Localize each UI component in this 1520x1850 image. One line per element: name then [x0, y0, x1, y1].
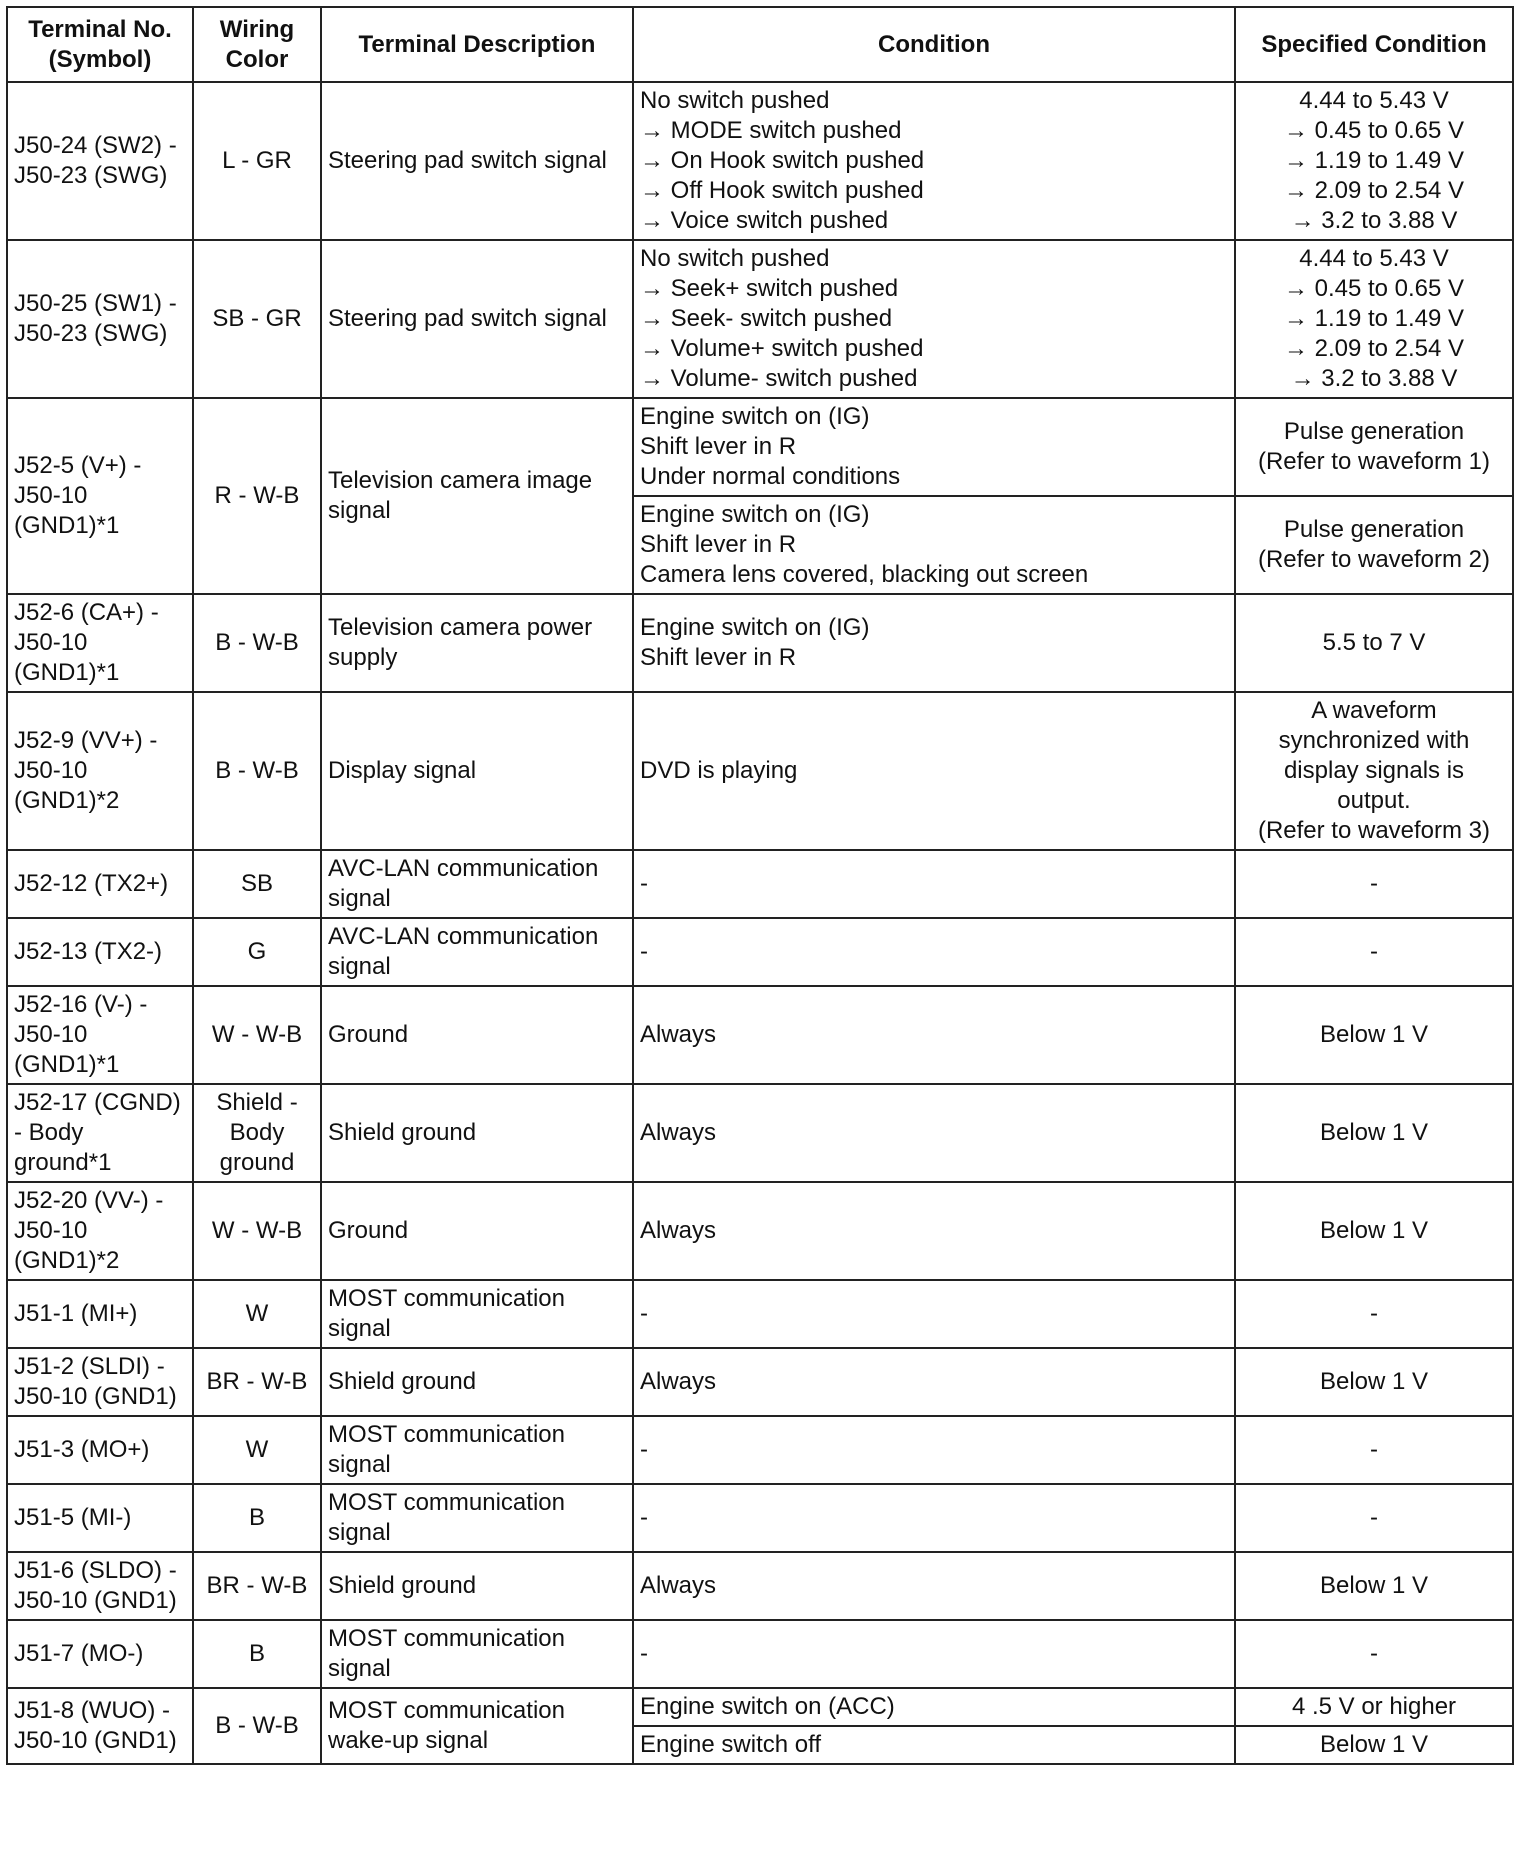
table-row: [7, 1552, 1513, 1620]
wiring-color-cell: [193, 1552, 321, 1620]
cell-line: -: [1370, 1504, 1378, 1531]
description-cell: [321, 850, 633, 918]
terminal-cell: [7, 918, 193, 986]
cell-line: -: [640, 938, 648, 965]
cell-line: output.: [1337, 787, 1411, 814]
cell-line: → Volume+ switch pushed: [640, 335, 924, 362]
cell-line: (GND1)*1: [14, 1051, 120, 1078]
wiring-color-cell: [193, 850, 321, 918]
cell-line: Shield ground: [328, 1572, 477, 1599]
cell-line: → Volume- switch pushed: [640, 365, 918, 392]
terminal-cell: [7, 594, 193, 692]
cell-line: J52-13 (TX2-): [14, 938, 163, 965]
cell-line: DVD is playing: [640, 757, 798, 784]
cell-line: Below 1 V: [1319, 1021, 1429, 1048]
table-row: [7, 594, 1513, 692]
cell-line: J50-10: [14, 629, 88, 656]
cell-line: Below 1 V: [1319, 1368, 1429, 1395]
table-row: [7, 1182, 1513, 1280]
cell-line: J51-1 (MI+): [14, 1300, 138, 1327]
cell-line: MOST communication: [328, 1625, 565, 1652]
cell-line: Shield -: [216, 1089, 298, 1116]
table-row: [7, 692, 1513, 850]
specified-condition-cell: [1235, 594, 1513, 692]
cell-line: signal: [328, 1315, 391, 1342]
wiring-color-cell: [193, 1348, 321, 1416]
terminal-cell: [7, 1688, 193, 1764]
wiring-color-cell: [193, 918, 321, 986]
cell-line: Engine switch on (IG): [640, 614, 870, 641]
specified-condition-cell: [1235, 692, 1513, 850]
cell-line: J51-5 (MI-): [14, 1504, 132, 1531]
description-cell: [321, 1348, 633, 1416]
condition-cell: [633, 1348, 1235, 1416]
description-cell: [321, 240, 633, 398]
cell-line: Engine switch on (IG): [640, 403, 870, 430]
condition-cell: [633, 1688, 1235, 1726]
cell-line: (Refer to waveform 3): [1257, 817, 1491, 844]
condition-cell: [633, 82, 1235, 240]
cell-line: BR - W-B: [206, 1572, 308, 1599]
cell-line: J50-23 (SWG): [14, 320, 168, 347]
wiring-color-cell: [193, 1084, 321, 1182]
terminal-cell: [7, 1552, 193, 1620]
description-cell: [321, 1182, 633, 1280]
cell-line: -: [1370, 938, 1378, 965]
wiring-color-cell: [193, 1416, 321, 1484]
table-row: [7, 850, 1513, 918]
cell-line: J51-7 (MO-): [14, 1640, 144, 1667]
terminal-cell: [7, 986, 193, 1084]
terminal-cell: [7, 1484, 193, 1552]
cell-line: J50-10: [14, 1021, 88, 1048]
terminal-cell: [7, 398, 193, 594]
terminal-cell: [7, 1620, 193, 1688]
table-row: [7, 986, 1513, 1084]
cell-line: Always: [640, 1368, 717, 1395]
wiring-color-cell: [193, 692, 321, 850]
cell-line: → 2.09 to 2.54 V: [1283, 177, 1465, 204]
cell-line: Camera lens covered, blacking out screen: [640, 561, 1089, 588]
cell-line: B - W-B: [215, 629, 299, 656]
specified-condition-cell: [1235, 1416, 1513, 1484]
condition-cell: [633, 1484, 1235, 1552]
condition-cell: [633, 398, 1235, 496]
cell-line: → 1.19 to 1.49 V: [1283, 147, 1465, 174]
table-row: [7, 1688, 1513, 1726]
table-body: [7, 82, 1513, 1764]
description-cell: [321, 986, 633, 1084]
cell-line: Engine switch on (ACC): [640, 1693, 895, 1720]
cell-line: W: [245, 1300, 269, 1327]
table-row: [7, 1416, 1513, 1484]
cell-line: J52-20 (VV-) -: [14, 1187, 164, 1214]
cell-line: R - W-B: [214, 482, 300, 509]
cell-line: Below 1 V: [1319, 1731, 1429, 1758]
cell-line: J51-3 (MO+): [14, 1436, 150, 1463]
cell-line: Body: [229, 1119, 285, 1146]
condition-cell: [633, 692, 1235, 850]
cell-line: MOST communication: [328, 1697, 565, 1724]
cell-line: Always: [640, 1021, 717, 1048]
cell-line: B - W-B: [215, 1712, 299, 1739]
description-cell: [321, 918, 633, 986]
cell-line: J50-10: [14, 1217, 88, 1244]
description-cell: [321, 1416, 633, 1484]
cell-line: No switch pushed: [640, 87, 830, 114]
table-row: [7, 1620, 1513, 1688]
cell-line: J51-6 (SLDO) -: [14, 1557, 177, 1584]
condition-cell: [633, 594, 1235, 692]
cell-line: signal: [328, 1519, 391, 1546]
condition-cell: [633, 850, 1235, 918]
cell-line: Ground: [328, 1217, 409, 1244]
specified-condition-cell: [1235, 240, 1513, 398]
cell-line: Shift lever in R: [640, 433, 797, 460]
condition-cell: [633, 1552, 1235, 1620]
cell-line: Television camera power: [328, 614, 593, 641]
specified-condition-cell: [1235, 1182, 1513, 1280]
cell-line: J50-10 (GND1): [14, 1587, 177, 1614]
specified-condition-cell: [1235, 1688, 1513, 1726]
condition-cell: [633, 1620, 1235, 1688]
cell-line: → Seek+ switch pushed: [640, 275, 899, 302]
cell-line: J50-10: [14, 482, 88, 509]
cell-line: → Seek- switch pushed: [640, 305, 893, 332]
wiring-color-cell: [193, 1280, 321, 1348]
cell-line: 4.44 to 5.43 V: [1299, 245, 1449, 272]
description-cell: [321, 594, 633, 692]
cell-line: - Body: [14, 1119, 84, 1146]
terminal-cell: [7, 850, 193, 918]
description-cell: [321, 1688, 633, 1764]
cell-line: 5.5 to 7 V: [1322, 629, 1426, 656]
cell-line: supply: [328, 644, 398, 671]
cell-line: 4 .5 V or higher: [1291, 1693, 1457, 1720]
cell-line: SB: [240, 870, 273, 897]
terminal-cell: [7, 1416, 193, 1484]
table-row: [7, 1348, 1513, 1416]
wiring-color-cell: [193, 240, 321, 398]
specified-condition-cell: [1235, 1348, 1513, 1416]
cell-line: J52-5 (V+) -: [14, 452, 142, 479]
cell-line: W - W-B: [211, 1021, 303, 1048]
description-cell: [321, 398, 633, 594]
cell-line: -: [640, 1300, 648, 1327]
condition-cell: [633, 1182, 1235, 1280]
terminal-cell: [7, 1280, 193, 1348]
cell-line: SB - GR: [212, 305, 302, 332]
cell-line: MOST communication: [328, 1421, 565, 1448]
wiring-color-cell: [193, 1620, 321, 1688]
cell-line: Pulse generation: [1283, 516, 1465, 543]
cell-line: L - GR: [222, 147, 292, 174]
cell-line: → 1.19 to 1.49 V: [1283, 305, 1465, 332]
header-condition: Condition: [633, 7, 1235, 82]
cell-line: → On Hook switch pushed: [640, 147, 925, 174]
cell-line: J52-6 (CA+) -: [14, 599, 159, 626]
cell-line: AVC-LAN communication: [328, 855, 599, 882]
terminal-cell: [7, 1084, 193, 1182]
cell-line: J52-12 (TX2+): [14, 870, 169, 897]
specified-condition-cell: [1235, 918, 1513, 986]
cell-line: 4.44 to 5.43 V: [1299, 87, 1449, 114]
header-terminal-description: Terminal Description: [321, 7, 633, 82]
cell-line: → Voice switch pushed: [640, 207, 889, 234]
cell-line: ground*1: [14, 1149, 112, 1176]
cell-line: -: [640, 870, 648, 897]
cell-line: J51-2 (SLDI) -: [14, 1353, 165, 1380]
condition-cell: [633, 496, 1235, 594]
cell-line: Engine switch off: [640, 1731, 821, 1758]
wiring-color-cell: [193, 1182, 321, 1280]
description-cell: [321, 1552, 633, 1620]
cell-line: → 3.2 to 3.88 V: [1290, 207, 1458, 234]
condition-cell: [633, 1280, 1235, 1348]
cell-line: Under normal conditions: [640, 463, 901, 490]
cell-line: Shift lever in R: [640, 531, 797, 558]
specified-condition-cell: [1235, 496, 1513, 594]
cell-line: J50-24 (SW2) -: [14, 132, 177, 159]
specified-condition-cell: [1235, 1726, 1513, 1764]
header-specified-condition: Specified Condition: [1235, 7, 1513, 82]
cell-line: AVC-LAN communication: [328, 923, 599, 950]
condition-cell: [633, 918, 1235, 986]
specified-condition-cell: [1235, 1620, 1513, 1688]
cell-line: B - W-B: [215, 757, 299, 784]
cell-line: J51-8 (WUO) -: [14, 1697, 170, 1724]
cell-line: -: [1370, 1300, 1378, 1327]
specified-condition-cell: [1235, 1280, 1513, 1348]
cell-line: Below 1 V: [1319, 1119, 1429, 1146]
table-row: [7, 918, 1513, 986]
table-row: [7, 82, 1513, 240]
cell-line: Pulse generation: [1283, 418, 1465, 445]
description-cell: [321, 1280, 633, 1348]
header-row: [7, 7, 1513, 82]
specified-condition-cell: [1235, 82, 1513, 240]
cell-line: -: [1370, 870, 1378, 897]
table-row: [7, 240, 1513, 398]
cell-line: W: [245, 1436, 269, 1463]
cell-line: (Refer to waveform 1): [1257, 448, 1491, 475]
description-cell: [321, 1620, 633, 1688]
cell-line: signal: [328, 1451, 391, 1478]
cell-line: → MODE switch pushed: [640, 117, 902, 144]
condition-cell: [633, 1416, 1235, 1484]
header-wiring-color: Wiring Color: [193, 7, 321, 82]
cell-line: -: [1370, 1640, 1378, 1667]
cell-line: Shield ground: [328, 1119, 477, 1146]
cell-line: → 2.09 to 2.54 V: [1283, 335, 1465, 362]
cell-line: BR - W-B: [206, 1368, 308, 1395]
cell-line: J52-17 (CGND): [14, 1089, 181, 1116]
cell-line: Below 1 V: [1319, 1572, 1429, 1599]
cell-line: B: [248, 1504, 265, 1531]
wiring-color-cell: [193, 1688, 321, 1764]
cell-line: Shift lever in R: [640, 644, 797, 671]
cell-line: display signals is: [1283, 757, 1465, 784]
cell-line: signal: [328, 1655, 391, 1682]
cell-line: MOST communication: [328, 1285, 565, 1312]
cell-line: (GND1)*1: [14, 659, 120, 686]
cell-line: -: [640, 1504, 648, 1531]
cell-line: → 0.45 to 0.65 V: [1283, 275, 1465, 302]
table-row: [7, 398, 1513, 496]
terminal-cell: [7, 1182, 193, 1280]
cell-line: (Refer to waveform 2): [1257, 546, 1491, 573]
cell-line: Shield ground: [328, 1368, 477, 1395]
cell-line: signal: [328, 953, 391, 980]
condition-cell: [633, 986, 1235, 1084]
terminal-cell: [7, 692, 193, 850]
cell-line: J50-10 (GND1): [14, 1383, 177, 1410]
terminal-cell: [7, 82, 193, 240]
terminal-cell: [7, 1348, 193, 1416]
cell-line: signal: [328, 497, 391, 524]
cell-line: MOST communication: [328, 1489, 565, 1516]
cell-line: J50-25 (SW1) -: [14, 290, 177, 317]
terminal-spec-sheet: [6, 6, 1512, 1765]
cell-line: Engine switch on (IG): [640, 501, 870, 528]
description-cell: [321, 692, 633, 850]
table-row: [7, 1484, 1513, 1552]
cell-line: -: [640, 1640, 648, 1667]
cell-line: J52-16 (V-) -: [14, 991, 148, 1018]
specified-condition-cell: [1235, 986, 1513, 1084]
specified-condition-cell: [1235, 1084, 1513, 1182]
cell-line: ground: [219, 1149, 295, 1176]
cell-line: wake-up signal: [328, 1727, 489, 1754]
description-cell: [321, 1484, 633, 1552]
description-cell: [321, 82, 633, 240]
cell-line: signal: [328, 885, 391, 912]
condition-cell: [633, 240, 1235, 398]
cell-line: (GND1)*2: [14, 1247, 120, 1274]
cell-line: Ground: [328, 1021, 409, 1048]
cell-line: Television camera image: [328, 467, 593, 494]
cell-line: W - W-B: [211, 1217, 303, 1244]
cell-line: Always: [640, 1119, 717, 1146]
cell-line: J50-23 (SWG): [14, 162, 168, 189]
table-row: [7, 1280, 1513, 1348]
cell-line: synchronized with: [1278, 727, 1470, 754]
cell-line: No switch pushed: [640, 245, 830, 272]
cell-line: A waveform: [1311, 697, 1437, 724]
condition-cell: [633, 1726, 1235, 1764]
cell-line: → 3.2 to 3.88 V: [1290, 365, 1458, 392]
wiring-color-cell: [193, 1484, 321, 1552]
terminal-cell: [7, 240, 193, 398]
condition-cell: [633, 1084, 1235, 1182]
specified-condition-cell: [1235, 1552, 1513, 1620]
cell-line: (GND1)*2: [14, 787, 120, 814]
specified-condition-cell: [1235, 850, 1513, 918]
description-cell: [321, 1084, 633, 1182]
cell-line: Steering pad switch signal: [328, 305, 607, 332]
wiring-color-cell: [193, 398, 321, 594]
cell-line: -: [1370, 1436, 1378, 1463]
cell-line: (GND1)*1: [14, 512, 120, 539]
cell-line: → 0.45 to 0.65 V: [1283, 117, 1465, 144]
wiring-color-cell: [193, 594, 321, 692]
cell-line: → Off Hook switch pushed: [640, 177, 924, 204]
cell-line: -: [640, 1436, 648, 1463]
terminal-spec-table: [6, 6, 1514, 1765]
header-terminal: Terminal No. (Symbol): [7, 7, 193, 82]
specified-condition-cell: [1235, 1484, 1513, 1552]
cell-line: J50-10 (GND1): [14, 1727, 177, 1754]
specified-condition-cell: [1235, 398, 1513, 496]
cell-line: G: [247, 938, 267, 965]
cell-line: B: [248, 1640, 265, 1667]
cell-line: J50-10: [14, 757, 88, 784]
cell-line: J52-9 (VV+) -: [14, 727, 158, 754]
wiring-color-cell: [193, 82, 321, 240]
cell-line: Steering pad switch signal: [328, 147, 607, 174]
cell-line: Below 1 V: [1319, 1217, 1429, 1244]
table-row: [7, 1084, 1513, 1182]
cell-line: Always: [640, 1217, 717, 1244]
cell-line: Display signal: [328, 757, 477, 784]
wiring-color-cell: [193, 986, 321, 1084]
cell-line: Always: [640, 1572, 717, 1599]
